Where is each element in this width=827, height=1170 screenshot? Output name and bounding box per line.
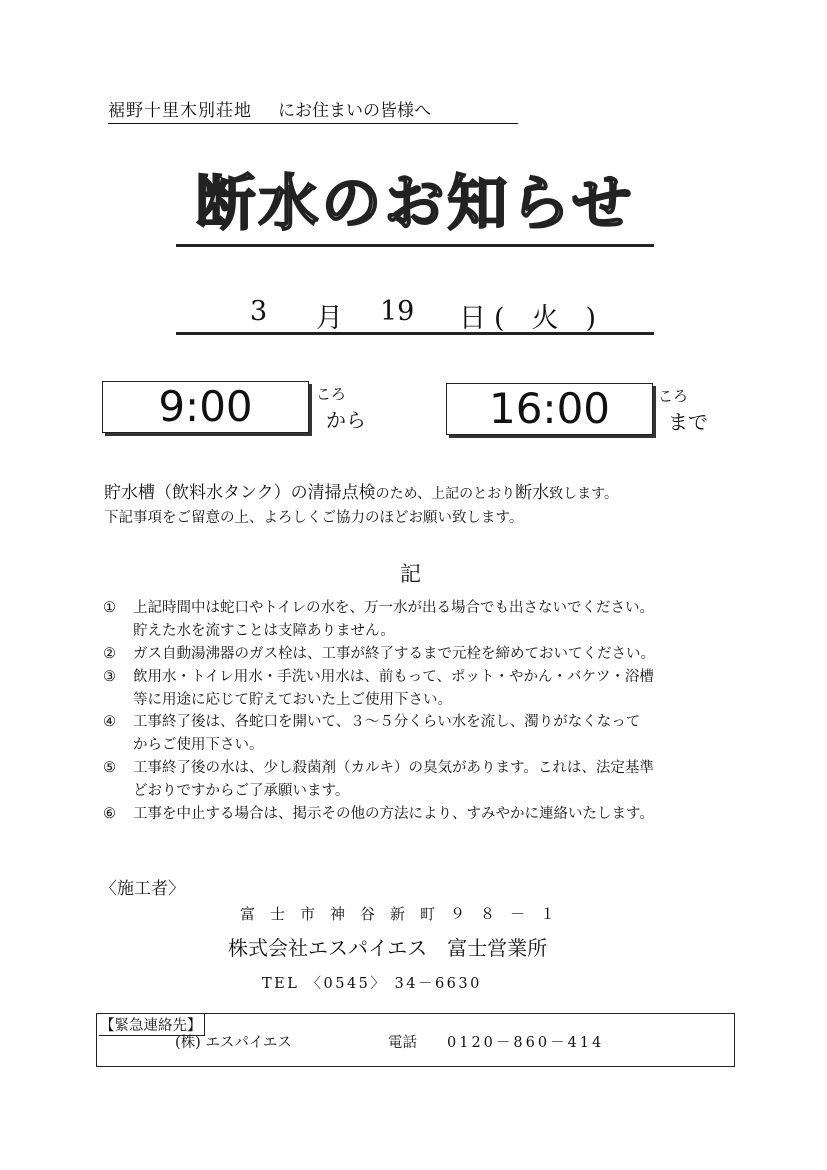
end-time-box: 16:00 (446, 383, 653, 435)
intro-line-2: 下記事項をご留意の上、よろしくご協力のほどお願い致します。 (104, 510, 524, 526)
item-text: ガス自動湯沸器のガス栓は、工事が終了するまで元栓を締めておいてください。 (133, 646, 655, 662)
list-item (103, 597, 654, 643)
emergency-contact-box (96, 1013, 735, 1067)
end-approx: ころ (658, 387, 689, 405)
page-title: 断水のお知らせ (176, 168, 654, 247)
ki-heading: 記 (400, 562, 421, 586)
month-value: 3 (250, 296, 268, 327)
month-unit: 月 (316, 303, 343, 334)
item-text-continued: からご使用下さい。 (133, 737, 264, 753)
item-number: ⑤ (103, 760, 116, 776)
start-approx: ころ (316, 385, 347, 403)
item-number: ⑥ (103, 806, 116, 822)
emergency-label: 【緊急連絡先】 (99, 1014, 205, 1036)
list-item (103, 803, 654, 826)
addressee-place: 裾野十里木別荘地 (108, 101, 252, 121)
addressee-line (108, 96, 518, 124)
contractor-name: 株式会社エスパイエス 富士営業所 (228, 936, 548, 960)
item-text-continued: 貯えた水を流すことは支障ありません。 (133, 623, 395, 639)
emergency-company: (株) エスパイエス (175, 1035, 292, 1051)
list-item (103, 711, 640, 757)
item-text: 工事を中止する場合は、掲示その他の方法により、すみやかに連絡いたします。 (133, 806, 654, 822)
day-unit: 日 (459, 303, 486, 334)
emergency-phone-label: 電話 (388, 1035, 417, 1051)
item-text: 工事終了後の水は、少し殺菌剤（カルキ）の臭気があります。これは、法定基準 (133, 760, 654, 776)
contractor-tel: TEL 〈0545〉 34－6630 (262, 976, 482, 992)
intro-mid: のため、上記のとおり (375, 486, 516, 502)
item-text-continued: 等に用途に応じて貯えておいた上ご使用下さい。 (133, 692, 452, 708)
contractor-address: 富士市神谷新町９８－１ (240, 905, 571, 923)
date-row (176, 296, 654, 335)
item-text-continued: どおりですからご了承願います。 (133, 783, 350, 799)
weekday: ( 火 ) (494, 303, 597, 334)
intro-cut: 断水 (515, 483, 550, 503)
item-text: 上記時間中は蛇口やトイレの水を、万一水が出る場合でも出さないでください。 (133, 600, 654, 616)
emergency-phone: 0120－860－414 (447, 1035, 605, 1051)
contractor-label: 〈施工者〉 (100, 879, 185, 899)
item-number: ① (103, 600, 116, 616)
item-number: ② (103, 646, 116, 662)
item-text: 飲用水・トイレ用水・手洗い用水は、前もって、ポット・やかん・バケツ・浴槽 (133, 669, 654, 685)
day-value: 19 (380, 296, 415, 327)
item-number: ③ (103, 669, 116, 685)
end-suffix: まで (668, 410, 708, 434)
start-time-box: 9:00 (102, 381, 309, 433)
list-item (103, 643, 655, 666)
start-suffix: から (326, 408, 366, 432)
intro-end: 致します。 (549, 486, 619, 502)
addressee-suffix: にお住まいの皆様へ (278, 101, 431, 121)
list-item (103, 666, 654, 712)
intro-line-1 (104, 478, 618, 503)
intro-reason: 貯水槽（飲料水タンク）の清掃点検 (104, 483, 376, 503)
item-text: 工事終了後は、各蛇口を開いて、３～５分くらい水を流し、濁りがなくなって (133, 714, 641, 730)
item-number: ④ (103, 714, 116, 730)
list-item (103, 757, 654, 803)
